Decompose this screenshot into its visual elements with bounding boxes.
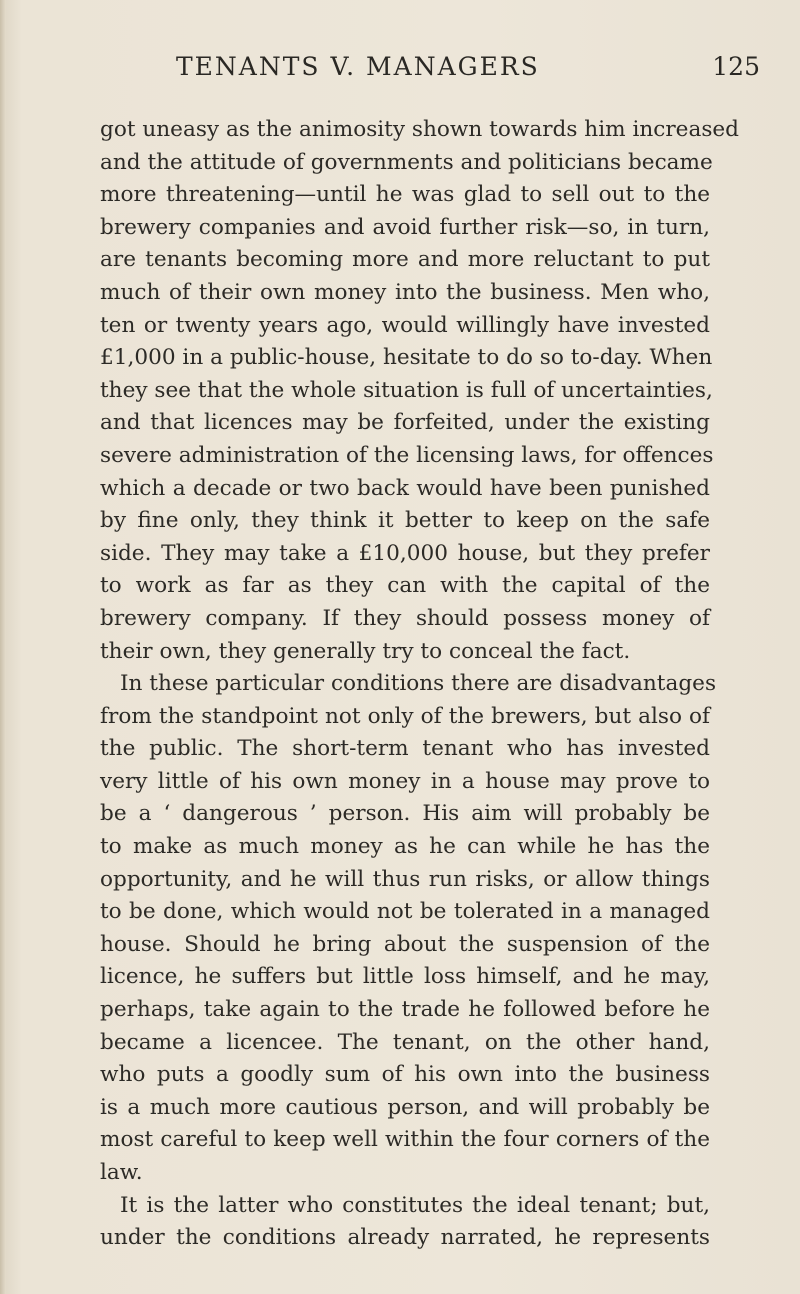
text-line: It is the latter who constitutes the ideal tenant; but, (120, 1192, 710, 1218)
text-line: which a decade or two back would have been punished (100, 475, 710, 501)
text-line: the public. The short-term tenant who has invested (100, 736, 710, 762)
text-line: they see that the whole situation is full of uncertainties, (100, 377, 713, 403)
text-line: under the conditions already narrated, he represents (100, 1225, 710, 1251)
text-line: and that licences may be forfeited, under the existing (100, 410, 710, 436)
text-line: who puts a goodly sum of his own into the business (100, 1062, 710, 1088)
text-line: is a much more cautious person, and will probably be (100, 1094, 710, 1120)
text-line: In these particular conditions there are disadvantages (120, 671, 717, 697)
text-line: from the standpoint not only of the brewers, but also of (100, 703, 710, 729)
text-line: opportunity, and he will thus run risks, or allow things (100, 866, 710, 892)
text-line: got uneasy as the animosity shown towards him increased (100, 117, 740, 142)
text-line: house. Should he bring about the suspension of the (100, 931, 710, 957)
text-line: to make as much money as he can while he has the (100, 834, 710, 860)
text-line: most careful to keep well within the four corners of the (100, 1127, 710, 1153)
text-line: perhaps, take again to the trade he followed before he (100, 997, 710, 1023)
text-line: are tenants becoming more and more reluctant to put (100, 247, 710, 273)
body-text (100, 114, 740, 1255)
text-line: licence, he suffers but little loss himself, and he may, (100, 964, 710, 990)
text-line: more threatening—until he was glad to sell out to the (100, 182, 710, 208)
page-spine-edge (0, 0, 6, 1294)
text-line: brewery company. If they should possess money of (100, 605, 710, 631)
text-line: be a ‘ dangerous ’ person. His aim will probably be (100, 801, 710, 827)
text-line: side. They may take a £10,000 house, but they prefer (100, 540, 710, 566)
text-line: brewery companies and avoid further risk—so, in turn, (100, 214, 710, 240)
text-line: their own, they generally try to conceal the fact. (100, 638, 631, 664)
text-line: and the attitude of governments and politicians became (100, 149, 713, 175)
text-line: much of their own money into the business. Men who, (100, 279, 710, 305)
text-line: ten or twenty years ago, would willingly have invested (100, 312, 710, 338)
text-line: very little of his own money in a house may prove to (100, 768, 710, 794)
running-title: TENANTS V. MANAGERS (176, 52, 540, 81)
page-number: 125 (712, 52, 760, 81)
text-line: law. (100, 1160, 143, 1185)
text-line: severe administration of the licensing laws, for offences (100, 442, 714, 468)
text-line: became a licencee. The tenant, on the other hand, (100, 1029, 710, 1055)
text-line: to work as far as they can with the capital of the (100, 573, 710, 599)
text-line: to be done, which would not be tolerated in a managed (100, 899, 710, 925)
text-line: by fine only, they think it better to keep on the safe (100, 508, 710, 534)
running-header (100, 52, 760, 92)
text-line: £1,000 in a public-house, hesitate to do so to-day. When (100, 345, 713, 371)
